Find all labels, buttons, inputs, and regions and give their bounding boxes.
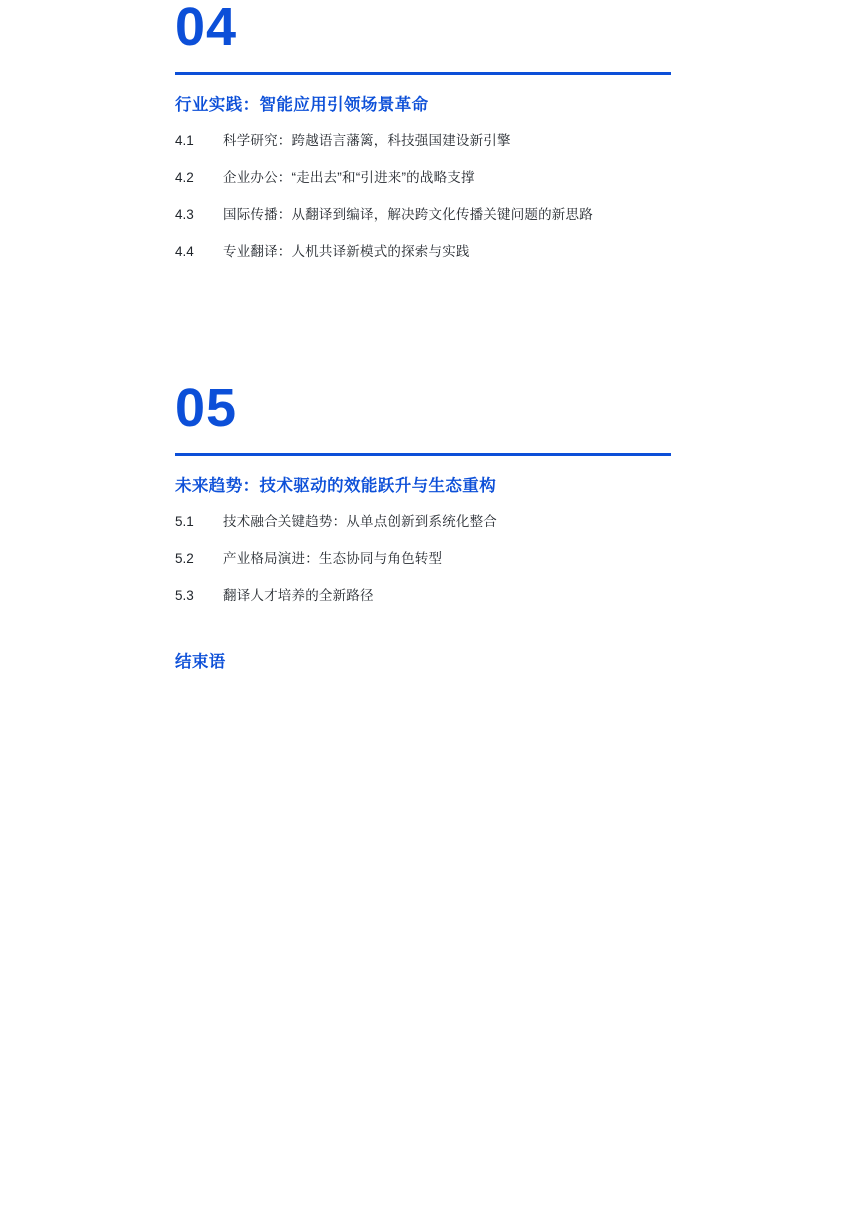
toc-item-number: 5.3 xyxy=(175,588,194,603)
list-item[interactable] xyxy=(175,129,671,149)
toc-item-number: 4.2 xyxy=(175,170,194,185)
toc-list xyxy=(175,129,671,260)
toc-item-label: 科学研究：跨越语言藩篱，科技强国建设新引擎 xyxy=(223,133,511,148)
section-title: 未来趋势：技术驱动的效能跃升与生态重构 xyxy=(175,477,497,495)
toc-item-number: 4.4 xyxy=(175,244,194,259)
toc-section-04 xyxy=(175,0,671,260)
toc-item-label: 企业办公：“走出去”和“引进来”的战略支撑 xyxy=(223,170,475,185)
list-item[interactable] xyxy=(175,240,671,260)
section-spacer xyxy=(175,277,671,381)
toc-list xyxy=(175,510,671,604)
list-item[interactable] xyxy=(175,510,671,530)
toc-item-number: 4.1 xyxy=(175,133,194,148)
toc-item-number: 4.3 xyxy=(175,207,194,222)
list-item[interactable] xyxy=(175,547,671,567)
table-of-contents xyxy=(175,0,671,672)
toc-item-label: 专业翻译：人机共译新模式的探索与实践 xyxy=(223,244,470,259)
toc-section-05 xyxy=(175,378,671,672)
section-number: 05 xyxy=(175,378,238,438)
toc-item-label: 翻译人才培养的全新路径 xyxy=(223,588,374,603)
list-item[interactable] xyxy=(175,203,671,223)
list-item[interactable] xyxy=(175,166,671,186)
section-divider xyxy=(175,453,671,456)
toc-item-number: 5.1 xyxy=(175,514,194,529)
toc-item-label: 技术融合关键趋势：从单点创新到系统化整合 xyxy=(223,514,497,529)
section-divider xyxy=(175,72,671,75)
section-number: 04 xyxy=(175,0,238,57)
toc-item-label: 国际传播：从翻译到编译，解决跨文化传播关键问题的新思路 xyxy=(223,207,593,222)
section-title: 行业实践：智能应用引领场景革命 xyxy=(175,96,429,114)
closing-section-title[interactable]: 结束语 xyxy=(175,653,226,671)
toc-item-label: 产业格局演进：生态协同与角色转型 xyxy=(223,551,443,566)
list-item[interactable] xyxy=(175,584,671,604)
toc-item-number: 5.2 xyxy=(175,551,194,566)
